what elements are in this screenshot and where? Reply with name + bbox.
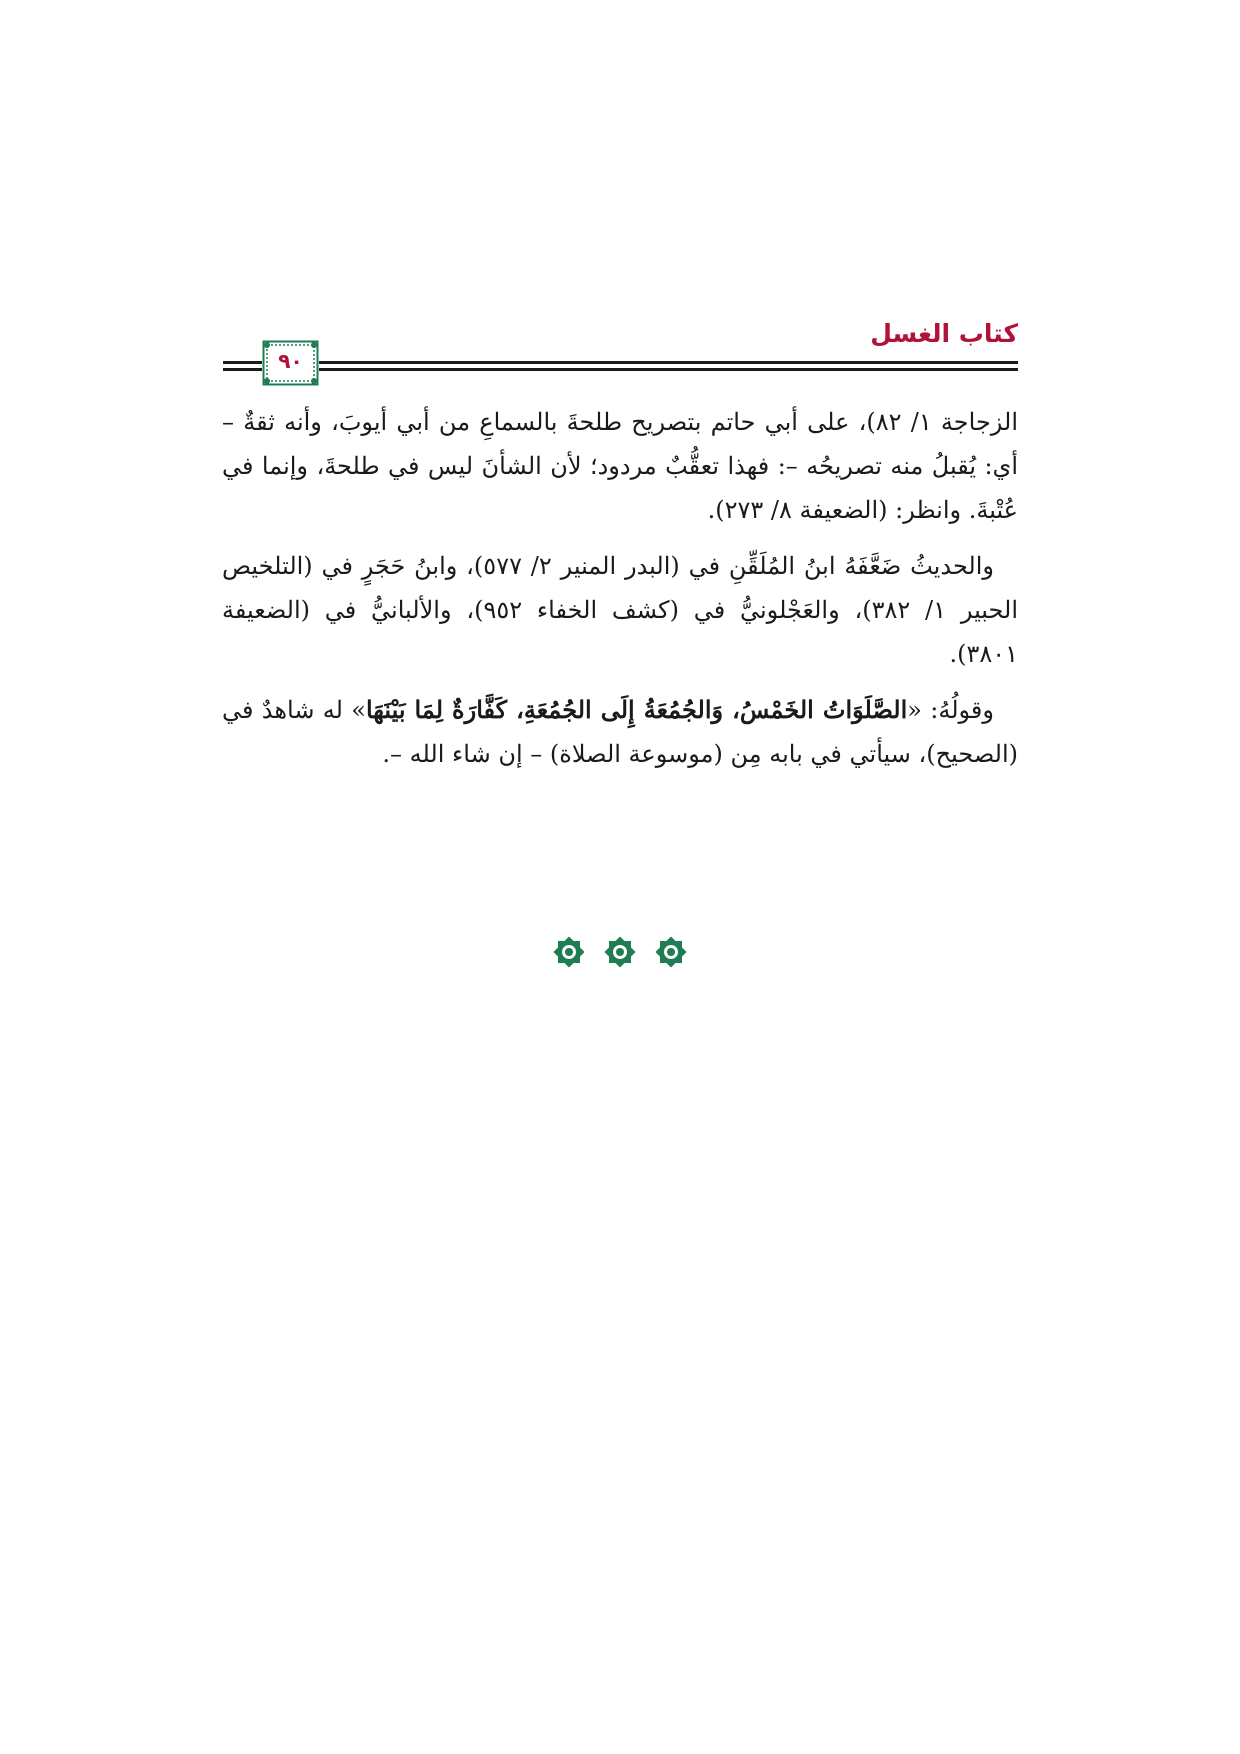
book-title: كتاب الغسل (870, 319, 1018, 348)
paragraph-2: والحديثُ ضَعَّفَهُ ابنُ المُلَقِّنِ في (البدر المنير ٢/ ٥٧٧)، وابنُ حَجَرٍ في (التلخيص الحبير ١/ ٣٨٢)، والعَجْلونيُّ في (كشف الخفاء ٩٥٢)، والألبانيُّ في (الضعيفة ٣٨٠١). (222, 552, 1019, 668)
paragraph-3-tail: » له شاهدٌ في (الصحيح)، سيأتي في بابه مِن (موسوعة الصلاة) – إن شاء الله –. (222, 696, 1018, 768)
header-rule-bottom (223, 368, 1018, 371)
section-end-ornament (0, 935, 1240, 973)
paragraph-3 (222, 688, 1018, 776)
page-number: ٩٠ (278, 349, 303, 373)
eight-point-star-icon (603, 935, 637, 973)
paragraph-3-lead: وقولُهُ: « (907, 696, 994, 724)
eight-point-star-icon (552, 935, 586, 973)
hadith-quote: الصَّلَوَاتُ الخَمْسُ، وَالجُمُعَةُ إِلَى الجُمُعَةِ، كَفَّارَةٌ لِمَا بَيْنَهَا (365, 695, 908, 724)
page-header (223, 315, 1018, 385)
page-number-badge (262, 340, 319, 386)
header-rule-top (223, 361, 1018, 364)
paragraph-1: الزجاجة ١/ ٨٢)، على أبي حاتم بتصريح طلحةَ بالسماعِ من أبي أيوبَ، وأنه ثقةٌ – أي: يُقبلُ منه تصريحُه –: فهذا تعقُّبٌ مردود؛ لأن الشأنَ ليس في طلحةَ، وإنما في عُتْبةَ. وانظر: (الضعيفة ٨/ ٢٧٣). (222, 408, 1019, 524)
main-text (222, 400, 1018, 788)
eight-point-star-icon (654, 935, 688, 973)
